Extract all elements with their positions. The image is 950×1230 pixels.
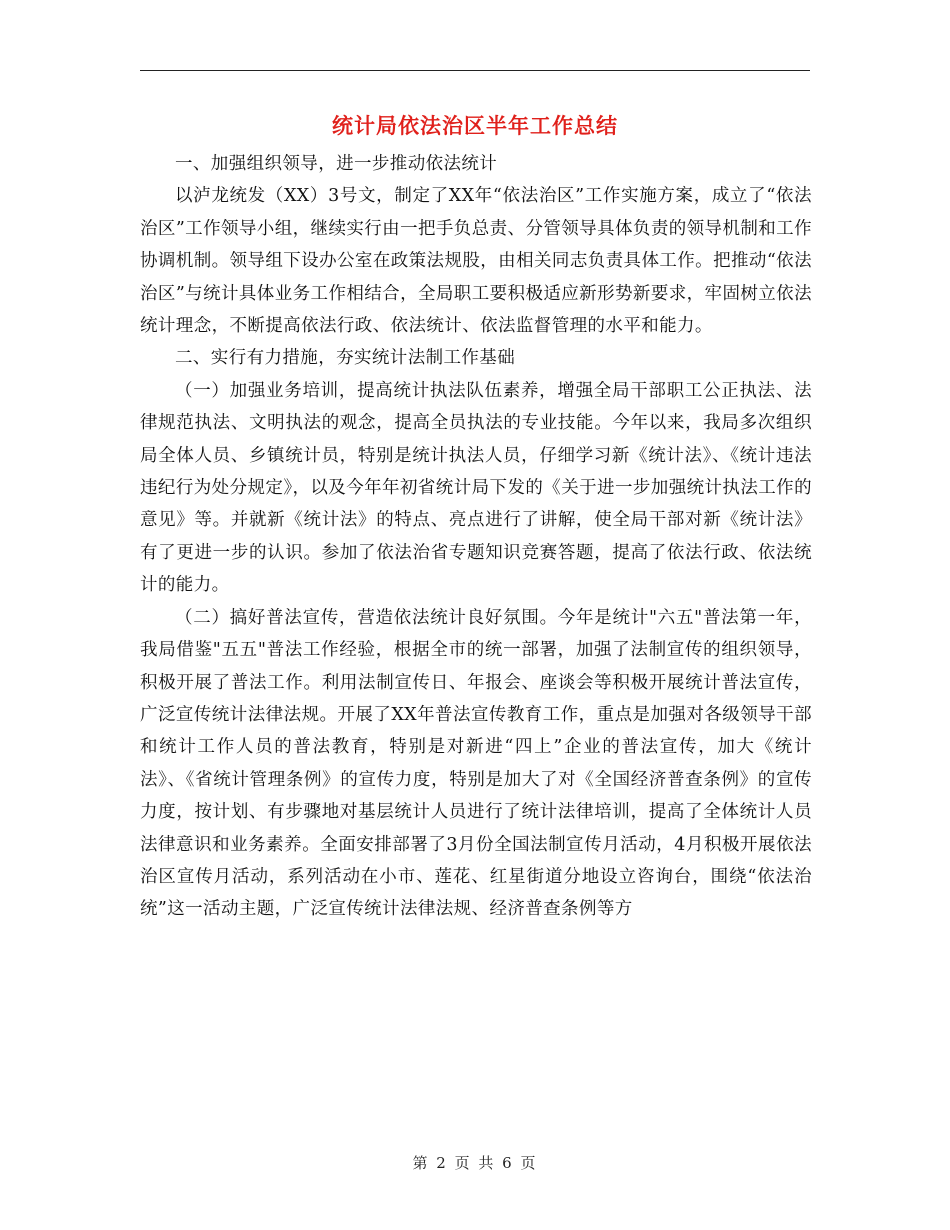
section-heading-1: 一、加强组织领导，进一步推动依法统计 xyxy=(175,154,498,174)
paragraph-3: （二）搞好普法宣传，营造依法统计良好氛围。今年是统计"六五"普法第一年，我局借鉴"五五"普法工作经验，根据全市的统一部署，加强了法制宣传的组织领导，积极开展了普法工作。利用法制宣传日、年报会、座谈会等积极开展统计普法宣传，广泛宣传统计法律法规。开展了XX年普法宣传教育工作，重点是加强对各级领导干部和统计工作人员的普法教育，特别是对新进“四上”企业的普法宣传，加大《统计法》、《省统计管理条例》的宣传力度，特别是加大了对《全国经济普查条例》的宣传力度，按计划、有步骤地对基层统计人员进行了统计法律培训，提高了全体统计人员法律意识和业务素养。全面安排部署了3月份全国法制宣传月活动，4月积极开展依法治区宣传月活动，系列活动在小市、莲花、红星街道分地设立咨询台，围绕“依法治统”这一活动主题，广泛宣传统计法律法规、经济普查条例等方 xyxy=(140,607,812,920)
section-heading-2: 二、实行有力措施，夯实统计法制工作基础 xyxy=(175,348,516,369)
document-title: 统计局依法治区半年工作总结 xyxy=(332,113,618,138)
document-body xyxy=(140,148,812,926)
page-number: 第 2 页 共 6 页 xyxy=(412,1154,538,1172)
paragraph-1: 以泸龙统发（XX）3号文，制定了XX年“依法治区”工作实施方案，成立了“依法治区”工作领导小组，继续实行由一把手负总责、分管领导具体负责的领导机制和工作协调机制。领导组下设办公室在政策法规股，由相关同志负责具体工作。把推动“依法治区”与统计具体业务工作相结合，全局职工要积极适应新形势新要求，牢固树立依法统计理念，不断提高依法行政、依法统计、依法监督管理的水平和能力。 xyxy=(140,186,812,337)
paragraph-2: （一）加强业务培训，提高统计执法队伍素养，增强全局干部职工公正执法、法律规范执法、文明执法的观念，提高全员执法的专业技能。今年以来，我局多次组织局全体人员、乡镇统计员，特别是统计执法人员，仔细学习新《统计法》、《统计违法违纪行为处分规定》，以及今年年初省统计局下发的《关于进一步加强统计执法工作的意见》等。并就新《统计法》的特点、亮点进行了讲解，使全局干部对新《统计法》有了更进一步的认识。参加了依法治省专题知识竞赛答题，提高了依法行政、依法统计的能力。 xyxy=(140,380,812,596)
header-rule xyxy=(140,70,810,71)
